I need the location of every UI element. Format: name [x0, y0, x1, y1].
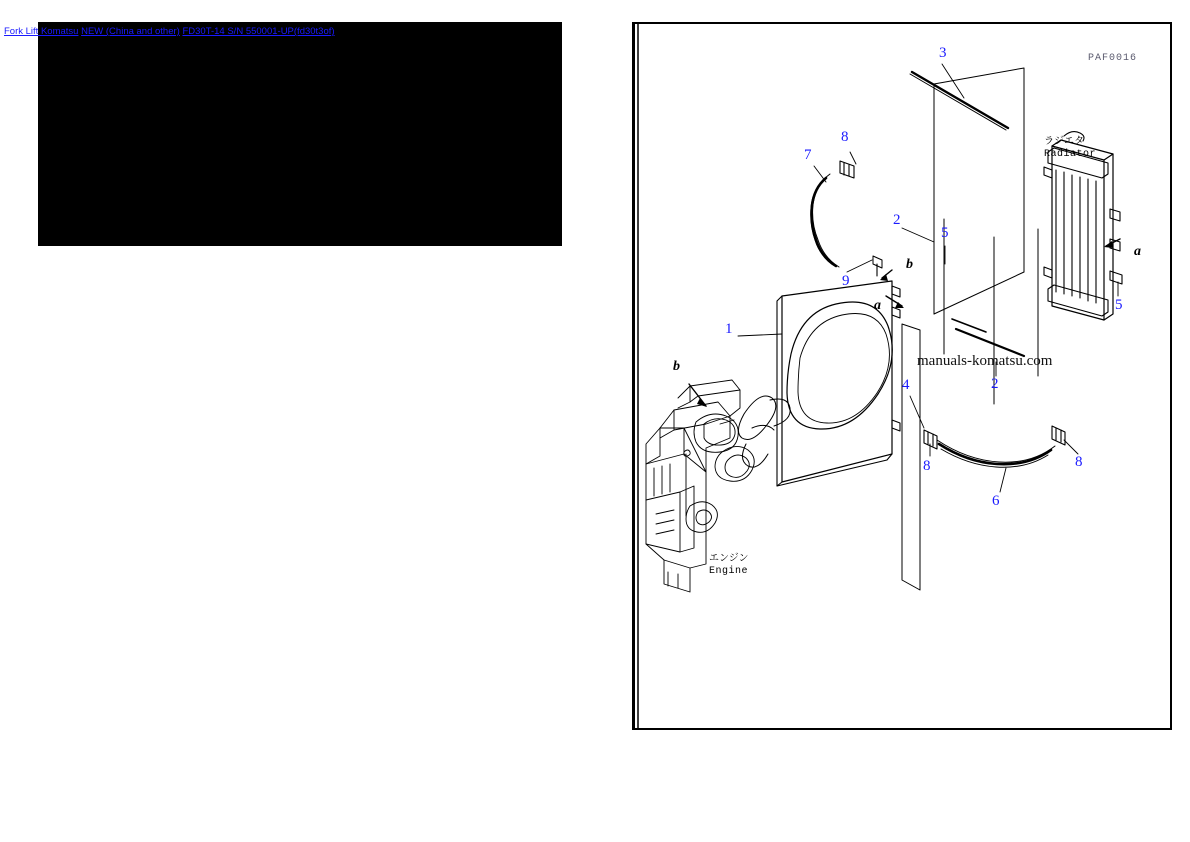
label-radiator-jp: ラジエタ [1044, 136, 1084, 147]
callout-b-engine[interactable]: b [673, 359, 680, 374]
parts-diagram-panel [632, 22, 1172, 730]
callout-8-right[interactable]: 8 [1075, 454, 1083, 470]
label-engine-jp: エンジン [709, 553, 749, 564]
radiator-assembly-drawing [634, 24, 1170, 728]
callout-1[interactable]: 1 [725, 321, 733, 337]
callout-9[interactable]: 9 [842, 273, 850, 289]
label-engine [709, 553, 749, 578]
label-radiator-en: Radiator [1044, 149, 1097, 160]
callout-5-right[interactable]: 5 [1115, 297, 1123, 313]
callout-4[interactable]: 4 [902, 377, 910, 393]
breadcrumb-link-brand[interactable]: Fork Lift Komatsu [4, 26, 79, 37]
breadcrumb [4, 26, 520, 38]
label-radiator [1044, 136, 1096, 161]
callout-6[interactable]: 6 [992, 493, 1000, 509]
breadcrumb-link-market[interactable]: NEW (China and other) [81, 26, 180, 37]
preview-thumbnail-panel [38, 22, 562, 246]
breadcrumb-link-model[interactable]: FD30T-14 S/N 550001-UP(fd30t3of) [182, 26, 335, 37]
callout-2-lower[interactable]: 2 [991, 376, 999, 392]
callout-a-right[interactable]: a [1134, 244, 1141, 259]
watermark: manuals-komatsu.com [917, 353, 1053, 369]
callout-5-left[interactable]: 5 [941, 225, 949, 241]
callout-8-left[interactable]: 8 [923, 458, 931, 474]
callout-b-upper[interactable]: b [906, 257, 913, 272]
callout-7[interactable]: 7 [804, 147, 812, 163]
callout-3[interactable]: 3 [939, 45, 947, 61]
label-engine-en: Engine [709, 566, 749, 577]
page-code: PAF0016 [1088, 53, 1138, 64]
callout-a-center[interactable]: a [874, 298, 881, 313]
callout-8-top[interactable]: 8 [841, 129, 849, 145]
callout-2-upper[interactable]: 2 [893, 212, 901, 228]
